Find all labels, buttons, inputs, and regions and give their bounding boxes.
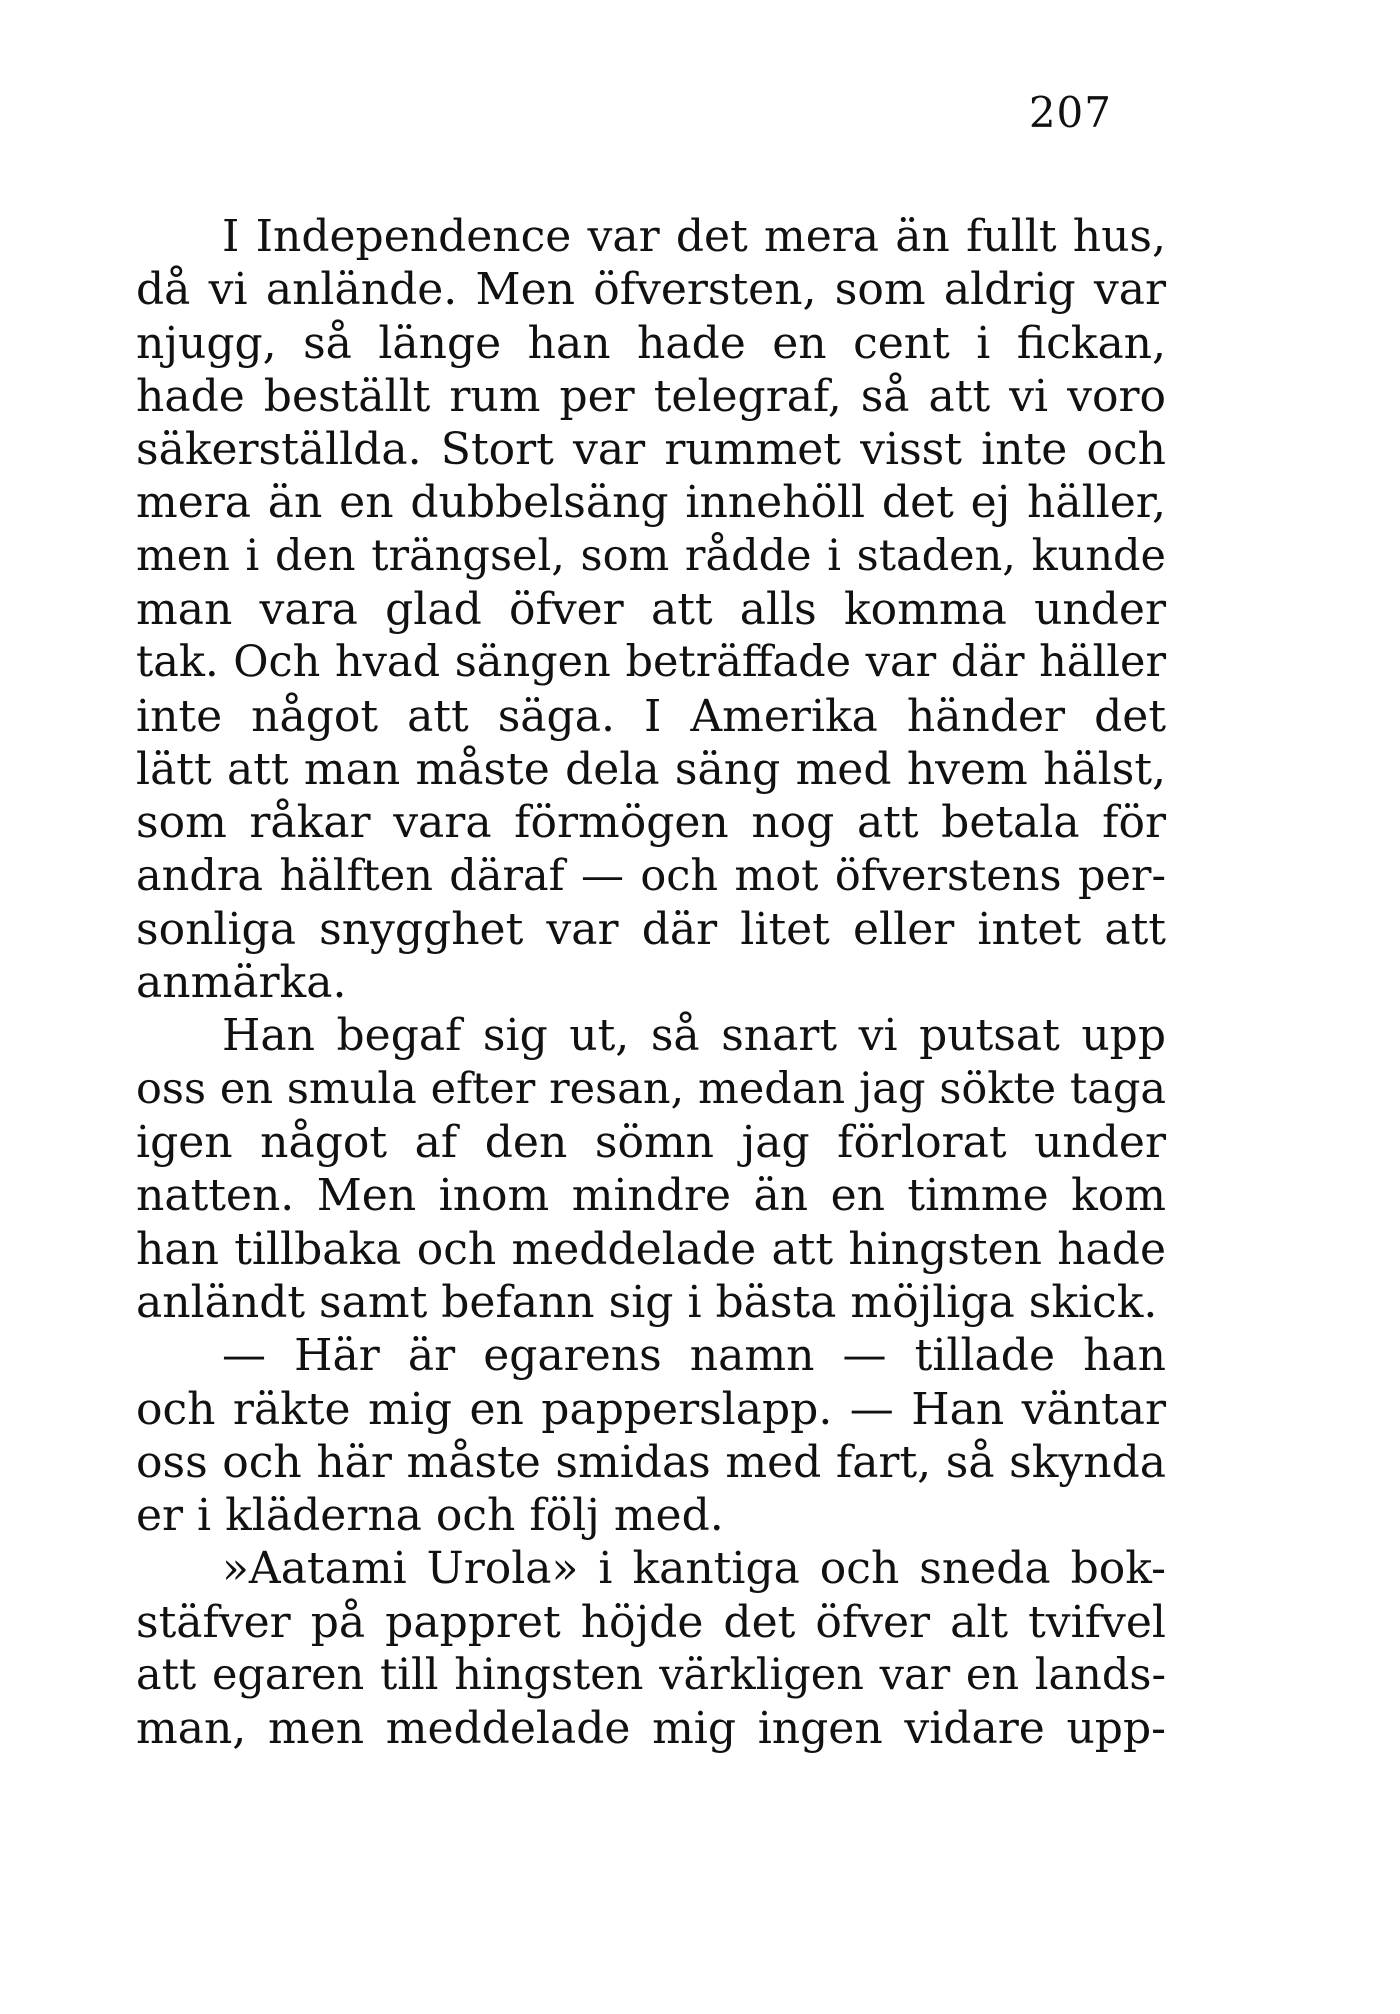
text-line: oss och här måste smidas med fart, så skynda	[136, 1436, 1166, 1488]
text-line: — Här är egarens namn — tillade han	[222, 1330, 1166, 1382]
text-line: säkerställda. Stort var rummet visst inte och	[136, 424, 1166, 476]
page-number: 207	[1028, 88, 1112, 137]
text-line: han tillbaka och meddelade att hingsten hade	[136, 1223, 1166, 1275]
text-line: sonliga snygghet var där litet eller intet att	[136, 903, 1166, 955]
text-line: lätt att man måste dela säng med hvem hälst,	[136, 743, 1166, 795]
text-line: att egaren till hingsten värkligen var en lands-	[136, 1650, 1166, 1701]
text-line: stäfver på pappret höjde det öfver alt tvifvel	[136, 1596, 1166, 1648]
text-line: anmärka.	[136, 957, 347, 1009]
text-line: inte något att säga. I Amerika händer det	[136, 690, 1166, 742]
text-line: njugg, så länge han hade en cent i fickan,	[136, 317, 1166, 369]
text-line: men i den trängsel, som rådde i staden, kunde	[136, 530, 1166, 581]
text-line: andra hälften däraf — och mot öfverstens per-	[136, 850, 1166, 901]
text-line: er i kläderna och följ med.	[136, 1490, 724, 1542]
text-line: »Aatami Urola» i kantiga och sneda bok-	[222, 1543, 1166, 1595]
text-line: som råkar vara förmögen nog att betala för	[136, 797, 1166, 849]
text-line: oss en smula efter resan, medan jag sökte taga	[136, 1063, 1166, 1114]
text-line: igen något af den sömn jag förlorat under	[136, 1117, 1166, 1169]
text-line: hade beställt rum per telegraf, så att vi voro	[136, 370, 1166, 422]
text-line: Han begaf sig ut, så snart vi putsat upp	[222, 1010, 1166, 1062]
text-line: då vi anlände. Men öfversten, som aldrig var	[136, 264, 1166, 316]
text-line: tak. Och hvad sängen beträffade var där häller	[136, 637, 1166, 688]
text-line: natten. Men inom mindre än en timme kom	[136, 1170, 1166, 1222]
text-line: anländt samt befann sig i bästa möjliga skick.	[136, 1276, 1158, 1328]
text-line: I Independence var det mera än fullt hus,	[222, 211, 1166, 262]
text-line: och räkte mig en papperslapp. — Han väntar	[136, 1383, 1166, 1435]
text-line: man, men meddelade mig ingen vidare upp-	[136, 1703, 1166, 1755]
body-text	[136, 210, 1166, 1756]
text-line: mera än en dubbelsäng innehöll det ej häller,	[136, 477, 1166, 529]
text-line: man vara glad öfver att alls komma under	[136, 584, 1166, 636]
